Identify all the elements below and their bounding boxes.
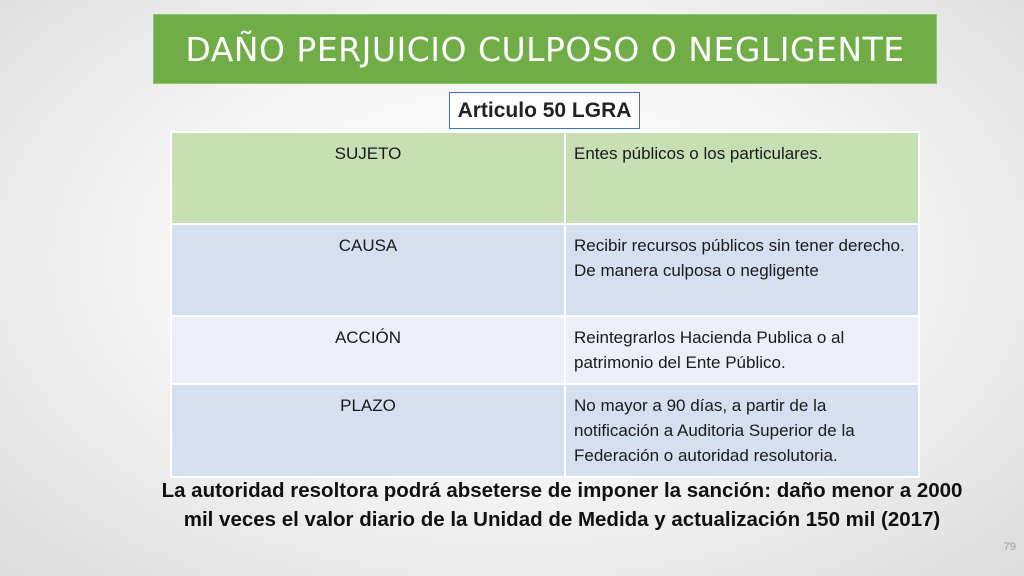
info-table [170, 131, 920, 478]
page-number: 79 [1003, 541, 1016, 553]
row-key: SUJETO [171, 132, 565, 224]
row-key: CAUSA [171, 224, 565, 316]
sanction-note: La autoridad resoltora podrá abseterse de imponer la sanción: daño menor a 2000 mil veces el valor diario de la Unidad de Medida y actualización 150 mil (2017) [161, 479, 963, 531]
row-key: ACCIÓN [171, 316, 565, 384]
row-value: No mayor a 90 días, a partir de la notificación a Auditoria Superior de la Federación o autoridad resolutoria. [565, 384, 919, 477]
table-row-sujeto [171, 132, 919, 224]
row-key: PLAZO [171, 384, 565, 477]
table-row-accion [171, 316, 919, 384]
slide-title: DAÑO PERJUICIO CULPOSO O NEGLIGENTE [153, 14, 937, 84]
row-value: Recibir recursos públicos sin tener derecho. De manera culposa o negligente [565, 224, 919, 316]
table-row-plazo [171, 384, 919, 477]
row-value: Reintegrarlos Hacienda Publica o al patrimonio del Ente Público. [565, 316, 919, 384]
row-value: Entes públicos o los particulares. [565, 132, 919, 224]
article-subtitle: Articulo 50 LGRA [449, 92, 640, 129]
table-row-causa [171, 224, 919, 316]
